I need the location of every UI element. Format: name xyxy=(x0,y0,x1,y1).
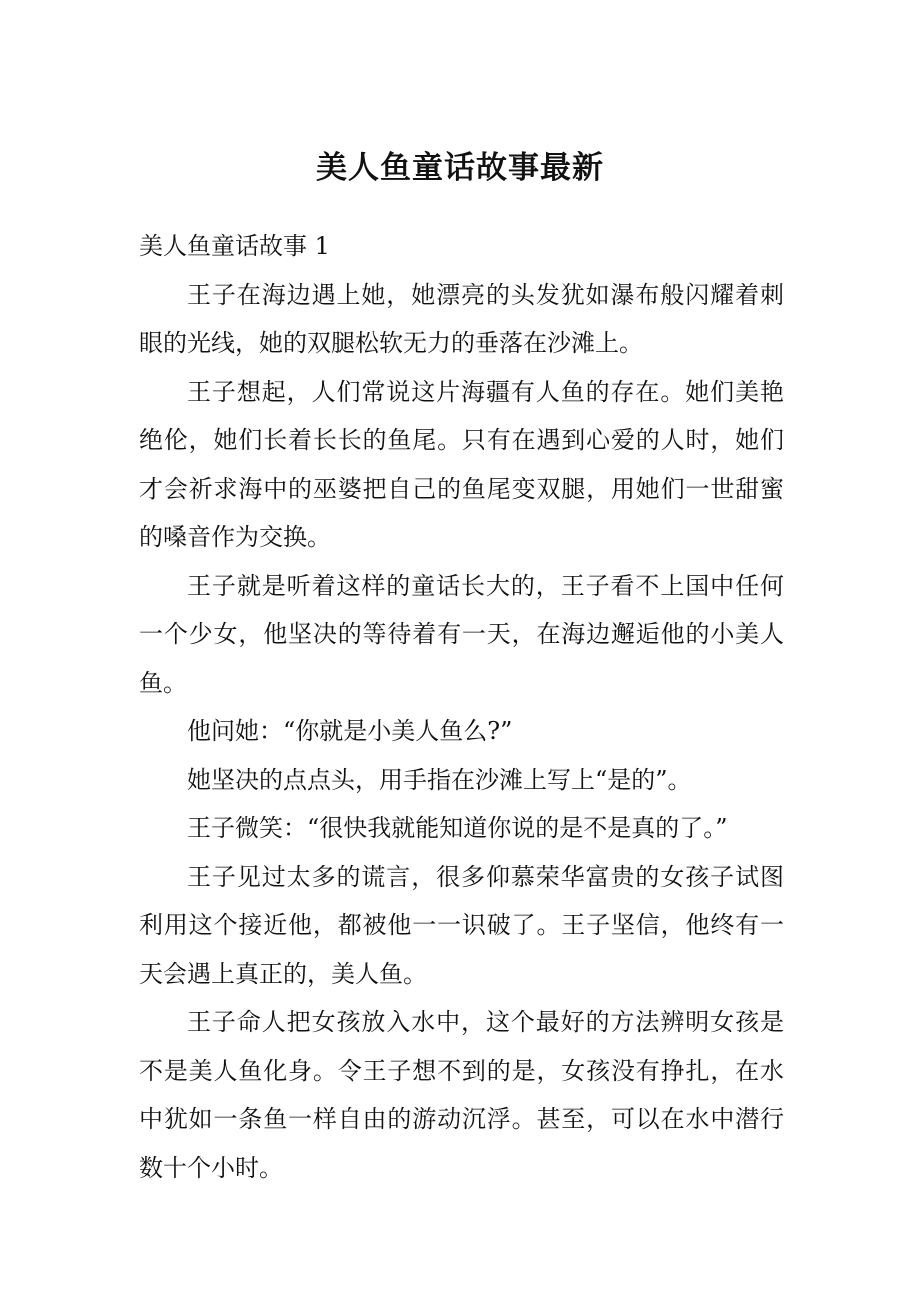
paragraph: 王子见过太多的谎言，很多仰慕荣华富贵的女孩子试图利用这个接近他，都被他一一识破了。王子坚信，他终有一天会遇上真正的，美人鱼。 xyxy=(139,862,784,988)
paragraph: 王子在海边遇上她，她漂亮的头发犹如瀑布般闪耀着刺眼的光线，她的双腿松软无力的垂落在沙滩上。 xyxy=(139,280,784,357)
section-heading: 美人鱼童话故事 1 xyxy=(139,232,330,260)
paragraph: 他问她：“你就是小美人鱼么?” xyxy=(187,717,513,745)
document-body xyxy=(139,222,784,1192)
paragraph: 王子就是听着这样的童话长大的，王子看不上国中任何一个少女，他坚决的等待着有一天，在海边邂逅他的小美人鱼。 xyxy=(139,571,784,697)
paragraph: 王子微笑：“很快我就能知道你说的是不是真的了。” xyxy=(187,814,728,842)
page-title: 美人鱼童话故事最新 xyxy=(316,150,604,186)
paragraph: 王子命人把女孩放入水中，这个最好的方法辨明女孩是不是美人鱼化身。令王子想不到的是，女孩没有挣扎，在水中犹如一条鱼一样自由的游动沉浮。甚至，可以在水中潜行数十个小时。 xyxy=(139,1008,784,1182)
paragraph: 王子想起，人们常说这片海疆有人鱼的存在。她们美艳绝伦，她们长着长长的鱼尾。只有在遇到心爱的人时，她们才会祈求海中的巫婆把自己的鱼尾变双腿，用她们一世甜蜜的嗓音作为交换。 xyxy=(139,377,784,551)
paragraph: 她坚决的点点头，用手指在沙滩上写上“是的”。 xyxy=(187,765,692,794)
